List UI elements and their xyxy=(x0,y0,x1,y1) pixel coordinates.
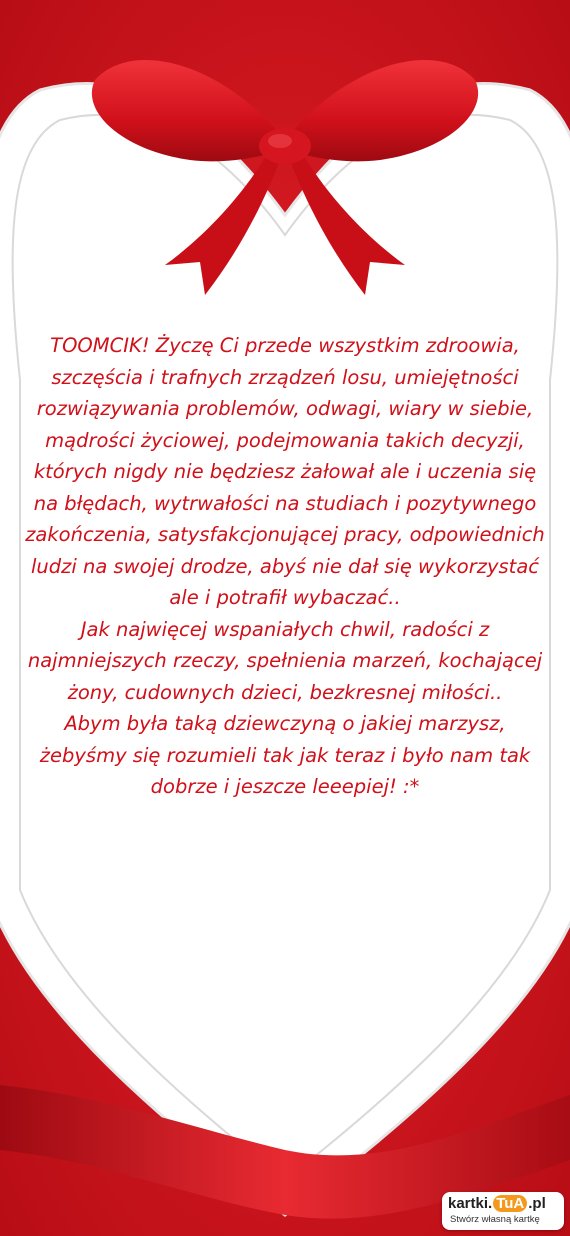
message-paragraph-1: TOOMCIK! Życzę Ci przede wszystkim zdroowia, szczęścia i trafnych zrządzeń losu, umiejętności rozwiązywania problemów, odwagi, wiary w siebie, mądrości życiowej, podejmowania takich decyzji, których nigdy nie będziesz żałował ale i uczenia się na błędach, wytrwałości na studiach i pozytywnego zakończenia, satysfakcjonującej pracy, odpowiednich ludzi na swojej drodze, abyś nie dał się wykorzystać ale i potrafił wybaczać.. xyxy=(25,334,545,609)
logo-brand-suffix: .pl xyxy=(528,1195,546,1212)
message-paragraph-3: Abym była taką dziewczyną o jakiej marzysz, żebyśmy się rozumieli tak jak teraz i było nam tak dobrze i jeszcze leeepiej! :* xyxy=(39,712,531,798)
message-paragraph-2: Jak najwięcej wspaniałych chwil, radości z najmniejszych rzeczy, spełnienia marzeń, kochającej żony, cudownych dzieci, bezkresnej miłości.. xyxy=(27,617,543,704)
logo-brand xyxy=(448,1195,546,1212)
logo-tagline: Stwórz własną kartkę xyxy=(450,1214,540,1225)
logo-badge: TuA xyxy=(493,1195,527,1212)
logo-brand-prefix: kartki. xyxy=(448,1195,493,1212)
site-logo[interactable] xyxy=(442,1192,564,1230)
greeting-message xyxy=(20,330,550,803)
